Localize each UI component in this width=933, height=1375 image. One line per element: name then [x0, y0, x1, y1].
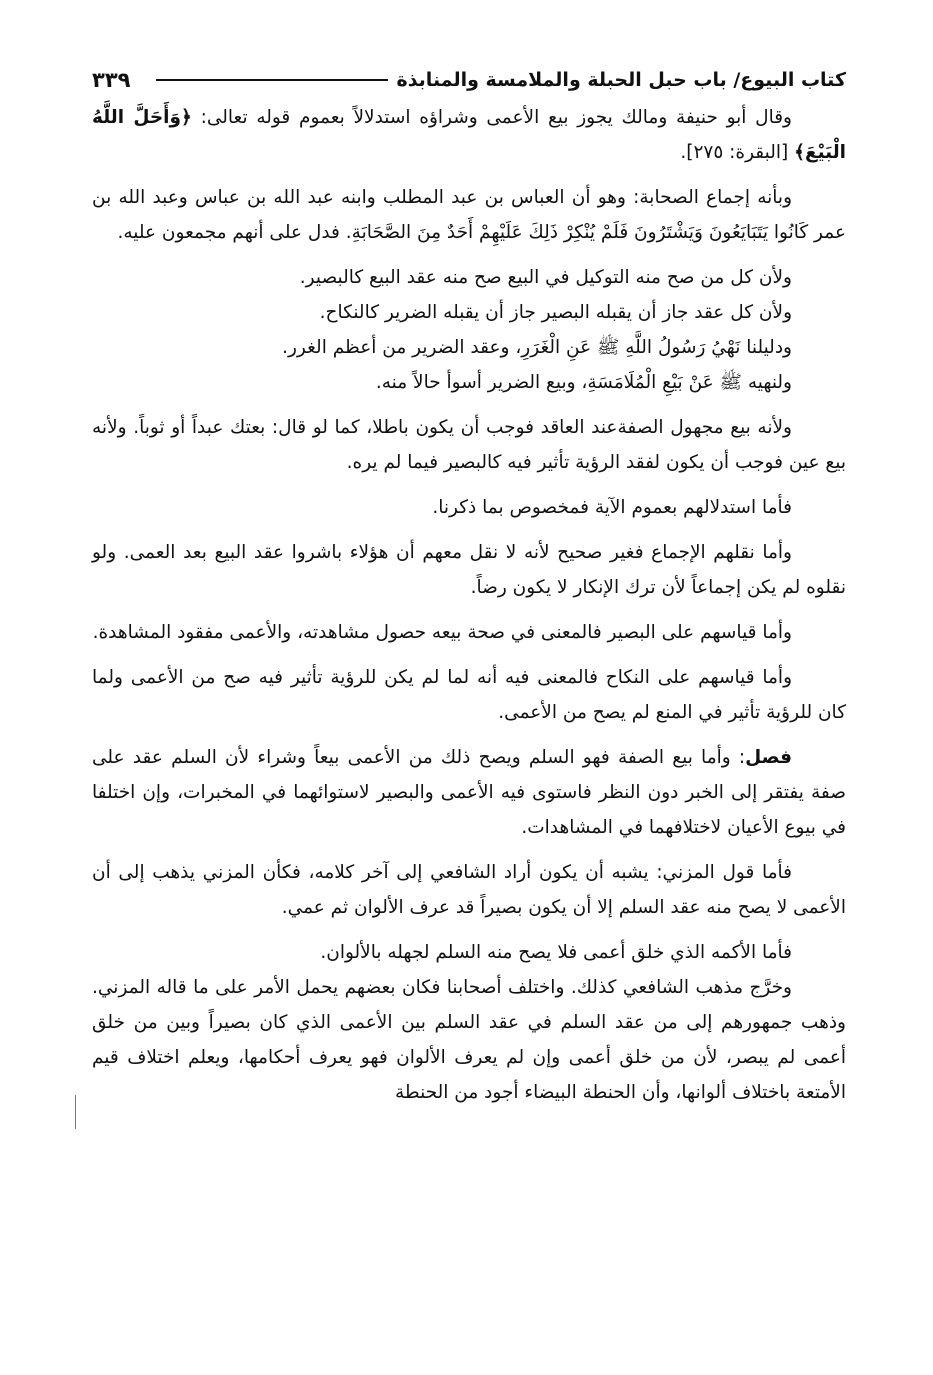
paragraph: وأما قياسهم على البصير فالمعنى في صحة بيعه حصول مشاهدته، والأعمى مفقود المشاهدة.: [92, 622, 792, 643]
running-header: [92, 60, 846, 100]
header-rule: [156, 79, 388, 81]
paragraph: فأما الأكمه الذي خلق أعمى فلا يصح منه السلم لجهله بالألوان.: [320, 942, 792, 963]
paragraph: وخرَّج مذهب الشافعي كذلك. واختلف أصحابنا فكان بعضهم يحمل الأمر على ما قاله المزني. وذهب جمهورهم إلى من عقد السلم في عقد السلم بين الأعمى الذي كان بصيراً وبين من خلق أعمى لم يبصر، لأن من خلق أعمى وإن لم يعرف الألوان فهو يعرف أحكامها، ويعلم اختلاف قيم الأمتعة باختلاف ألوانها، وأن الحنطة البيضاء أجود من الحنطة: [92, 977, 846, 1103]
paragraph: فصل: وأما بيع الصفة فهو السلم ويصح ذلك من الأعمى بيعاً وشراء لأن السلم عقد على صفة يفتقر إلى الخبر دون النظر فاستوى فيه الأعمى والبصير لاستوائهما في المخبرات، وإن اختلفا في بيوع الأعيان لاختلافهما في المشاهدات.: [92, 747, 846, 838]
hadith-quote: كَانُوا يَتَبَايَعُونَ وَيَشْتَرُونَ فَلَمْ يُنْكِرْ ذَلِكَ عَلَيْهِمْ أَحَدٌ مِنَ الصَّحَابَةِ: [351, 222, 809, 243]
quran-verse: ﴿وَأَحَلَّ اللَّهُ الْبَيْعَ﴾: [92, 107, 846, 163]
paragraph: فأما قول المزني: يشبه أن يكون أراد الشافعي إلى آخر كلامه، فكأن المزني يذهب إلى أن الأعمى لا يصح منه عقد السلم إلا أن يكون بصيراً قد عرف الألوان ثم عمي.: [92, 862, 846, 918]
page-body: [92, 100, 846, 1110]
margin-mark: [75, 1095, 76, 1129]
paragraph: وأما قياسهم على النكاح فالمعنى فيه أنه لما لم يكن للرؤية تأثير فيه صح من الأعمى ولما كان للرؤية تأثير في المنع لم يصح من الأعمى.: [92, 667, 846, 723]
paragraph: وبأنه إجماع الصحابة: وهو أن العباس بن عبد المطلب وابنه عبد الله بن عباس وعبد الله بن عمر كَانُوا يَتَبَايَعُونَ وَيَشْتَرُونَ فَلَمْ يُنْكِرْ ذَلِكَ عَلَيْهِمْ أَحَدٌ مِنَ الصَّحَابَةِ. فدل على أنهم مجمعون عليه.: [92, 187, 846, 243]
chapter-title: كتاب البيوع/ باب حبل الحبلة والملامسة والمنابذة: [396, 69, 846, 91]
page-number: ٣٣٩: [92, 68, 131, 92]
paragraph: ودليلنا نَهْيُ رَسُولُ اللَّهِ ﷺ عَنِ الْغَرَرِ، وعقد الضرير من أعظم الغرر.: [282, 337, 792, 358]
paragraph: وقال أبو حنيفة ومالك يجوز بيع الأعمى وشراؤه استدلالاً بعموم قوله تعالى: ﴿وَأَحَلَّ اللَّهُ الْبَيْعَ﴾ [البقرة: ٢٧٥].: [92, 107, 846, 163]
paragraph: وأما نقلهم الإجماع فغير صحيح لأنه لا نقل معهم أن هؤلاء باشروا عقد البيع بعد العمى. ولو نقلوه لم يكن إجماعاً لأن ترك الإنكار لا يكون رضاً.: [92, 542, 846, 598]
paragraph: ولأن كل من صح منه التوكيل في البيع صح منه عقد البيع كالبصير.: [299, 267, 792, 288]
hadith-quote: نَهْيُ رَسُولُ اللَّهِ ﷺ عَنِ الْغَرَرِ: [521, 337, 741, 358]
hadith-quote: عَنْ بَيْعِ الْمُلَامَسَةِ: [587, 372, 714, 393]
book-page: [92, 60, 846, 1350]
paragraph: ولأنه بيع مجهول الصفةعند العاقد فوجب أن يكون باطلا، كما لو قال: بعتك عبداً أو ثوباً. ولأنه بيع عين فوجب أن يكون لفقد الرؤية تأثير فيه كالبصير فيما لم يره.: [92, 417, 846, 473]
section-label: فصل: [745, 747, 792, 768]
paragraph: فأما استدلالهم بعموم الآية فمخصوص بما ذكرنا.: [432, 497, 792, 518]
paragraph: ولنهيه ﷺ عَنْ بَيْعِ الْمُلَامَسَةِ، وبيع الضرير أسوأ حالاً منه.: [375, 372, 792, 393]
paragraph: ولأن كل عقد جاز أن يقبله البصير جاز أن يقبله الضرير كالنكاح.: [319, 302, 792, 323]
